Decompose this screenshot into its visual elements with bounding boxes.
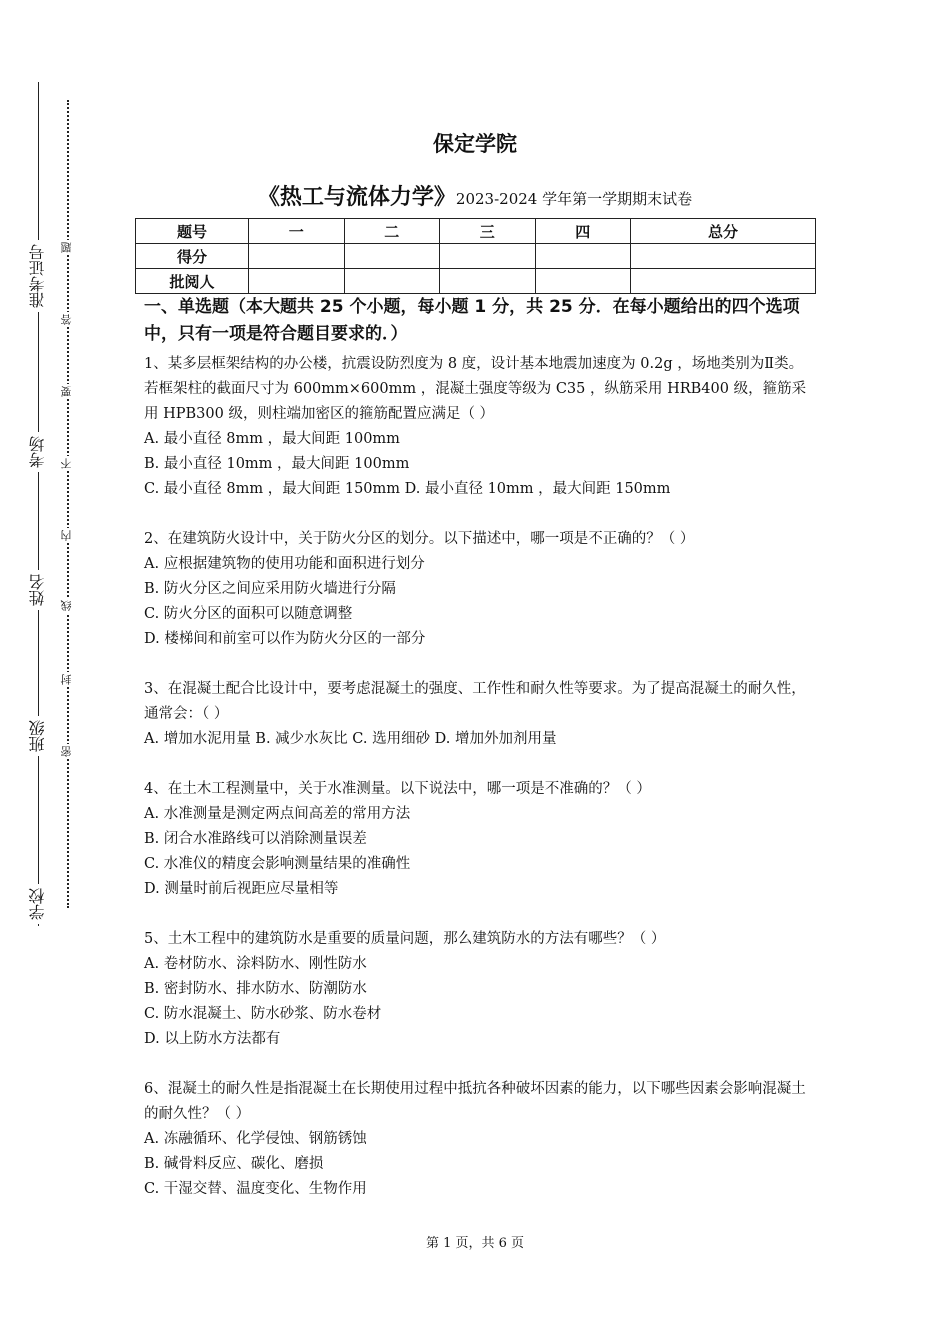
question-option: C. 防火分区的面积可以随意调整 xyxy=(144,606,353,622)
question-stem: 6、混凝土的耐久性是指混凝土在长期使用过程中抵抗各种破坏因素的能力，以下哪些因素会影响混凝土的耐久性？（ ） xyxy=(144,1081,806,1122)
question-option: A. 水准测量是测定两点间高差的常用方法 xyxy=(144,806,411,822)
seal-char-yao: 要 xyxy=(58,384,76,399)
question-option: C. 防水混凝土、防水砂浆、防水卷材 xyxy=(144,1006,382,1022)
question-option: A. 应根据建筑物的使用功能和面积进行划分 xyxy=(144,556,425,572)
question-stem: 4、在土木工程测量中，关于水准测量。以下说法中，哪一项是不准确的？（ ） xyxy=(144,781,651,797)
score-table-header-row xyxy=(136,219,816,244)
question-4 xyxy=(144,777,814,902)
question-stem: 1、某多层框架结构的办公楼，抗震设防烈度为 8 度，设计基本地震加速度为 0.2g ，场地类别为Ⅱ类。若框架柱的截面尺寸为 600mm×600mm ，混凝土强度等级为 C35 ，纵筋采用 HRB400 级，箍筋采用 HPB300 级，则柱端加密区的箍筋配置应满足（ ） xyxy=(144,356,807,422)
question-option: A. 冻融循环、化学侵蚀、钢筋锈蚀 xyxy=(144,1131,367,1147)
score-row-label: 得分 xyxy=(136,244,249,269)
score-cell xyxy=(631,244,816,269)
question-option: C. 水准仪的精度会影响测量结果的准确性 xyxy=(144,856,411,872)
page-footer: 第 1 页，共 6 页 xyxy=(425,1236,525,1251)
grader-cell xyxy=(249,269,345,294)
score-cell xyxy=(249,244,345,269)
exam-number-label: 准考证号 xyxy=(20,240,56,312)
seal-char-ti: 题 xyxy=(58,240,76,255)
score-header-cell: 一 xyxy=(249,219,345,244)
score-header-cell: 总分 xyxy=(631,219,816,244)
grader-cell xyxy=(535,269,631,294)
question-stem: 5、土木工程中的建筑防水是重要的质量问题，那么建筑防水的方法有哪些？（ ） xyxy=(144,931,666,947)
grader-row-label: 批阅人 xyxy=(136,269,249,294)
student-name-label: 姓名 xyxy=(20,570,56,610)
score-row xyxy=(136,244,816,269)
seal-char-da: 答 xyxy=(58,312,76,327)
exam-content xyxy=(144,294,814,1227)
question-option: B. 密封防水、排水防水、防潮防水 xyxy=(144,981,367,997)
score-cell xyxy=(344,244,440,269)
exam-term: 2023-2024 学年第一学期期末试卷 xyxy=(455,190,693,208)
seal-char-bu: 不 xyxy=(58,456,76,471)
question-3 xyxy=(144,677,814,752)
question-2 xyxy=(144,527,814,652)
grader-cell xyxy=(440,269,536,294)
question-stem: 3、在混凝土配合比设计中，要考虑混凝土的强度、工作性和耐久性等要求。为了提高混凝土的耐久性，通常会：（ ） xyxy=(144,681,806,722)
question-option: B. 防火分区之间应采用防火墙进行分隔 xyxy=(144,581,396,597)
question-option: B. 碱骨料反应、碳化、磨损 xyxy=(144,1156,324,1172)
score-header-cell: 二 xyxy=(344,219,440,244)
grader-cell xyxy=(631,269,816,294)
seal-char-xian: 线 xyxy=(58,598,76,613)
question-6 xyxy=(144,1077,814,1202)
class-label: 班级 xyxy=(20,716,56,756)
section-heading: 一、单选题（本大题共 25 个小题，每小题 1 分，共 25 分．在每小题给出的四个选项中，只有一项是符合题目要求的．） xyxy=(144,297,800,344)
seal-char-mi: 密 xyxy=(58,744,76,759)
exam-room-label: 考场 xyxy=(20,432,56,472)
score-cell xyxy=(440,244,536,269)
question-option: D. 测量时前后视距应尽量相等 xyxy=(144,881,339,897)
score-table xyxy=(135,218,816,294)
question-option: D. 楼梯间和前室可以作为防火分区的一部分 xyxy=(144,631,426,647)
score-cell xyxy=(535,244,631,269)
question-option: A. 最小直径 8mm ，最大间距 100mm xyxy=(144,431,400,447)
binding-dotted-line xyxy=(67,100,69,908)
question-5 xyxy=(144,927,814,1052)
seal-char-feng: 封 xyxy=(58,672,76,687)
grader-cell xyxy=(344,269,440,294)
exam-title xyxy=(0,180,950,211)
seal-char-nei: 内 xyxy=(58,528,76,543)
question-option: C. 最小直径 8mm ，最大间距 150mm D. 最小直径 10mm ，最大间距 150mm xyxy=(144,481,671,497)
question-1 xyxy=(144,352,814,502)
question-option: A. 增加水泥用量 B. 减少水灰比 C. 选用细砂 D. 增加外加剂用量 xyxy=(144,731,557,747)
question-option: A. 卷材防水、涂料防水、刚性防水 xyxy=(144,956,367,972)
question-option: C. 干湿交替、温度变化、生物作用 xyxy=(144,1181,367,1197)
question-option: B. 闭合水准路线可以消除测量误差 xyxy=(144,831,367,847)
school-name: 保定学院 xyxy=(433,132,517,156)
score-header-cell: 三 xyxy=(440,219,536,244)
grader-row xyxy=(136,269,816,294)
question-stem: 2、在建筑防火设计中，关于防火分区的划分。以下描述中，哪一项是不正确的？（ ） xyxy=(144,531,695,547)
question-option: D. 以上防水方法都有 xyxy=(144,1031,281,1047)
course-title: 《热工与流体力学》 xyxy=(257,185,456,210)
score-header-cell: 四 xyxy=(535,219,631,244)
score-header-cell: 题号 xyxy=(136,219,249,244)
question-option: B. 最小直径 10mm ，最大间距 100mm xyxy=(144,456,410,472)
school-label: 学校 xyxy=(20,884,56,924)
